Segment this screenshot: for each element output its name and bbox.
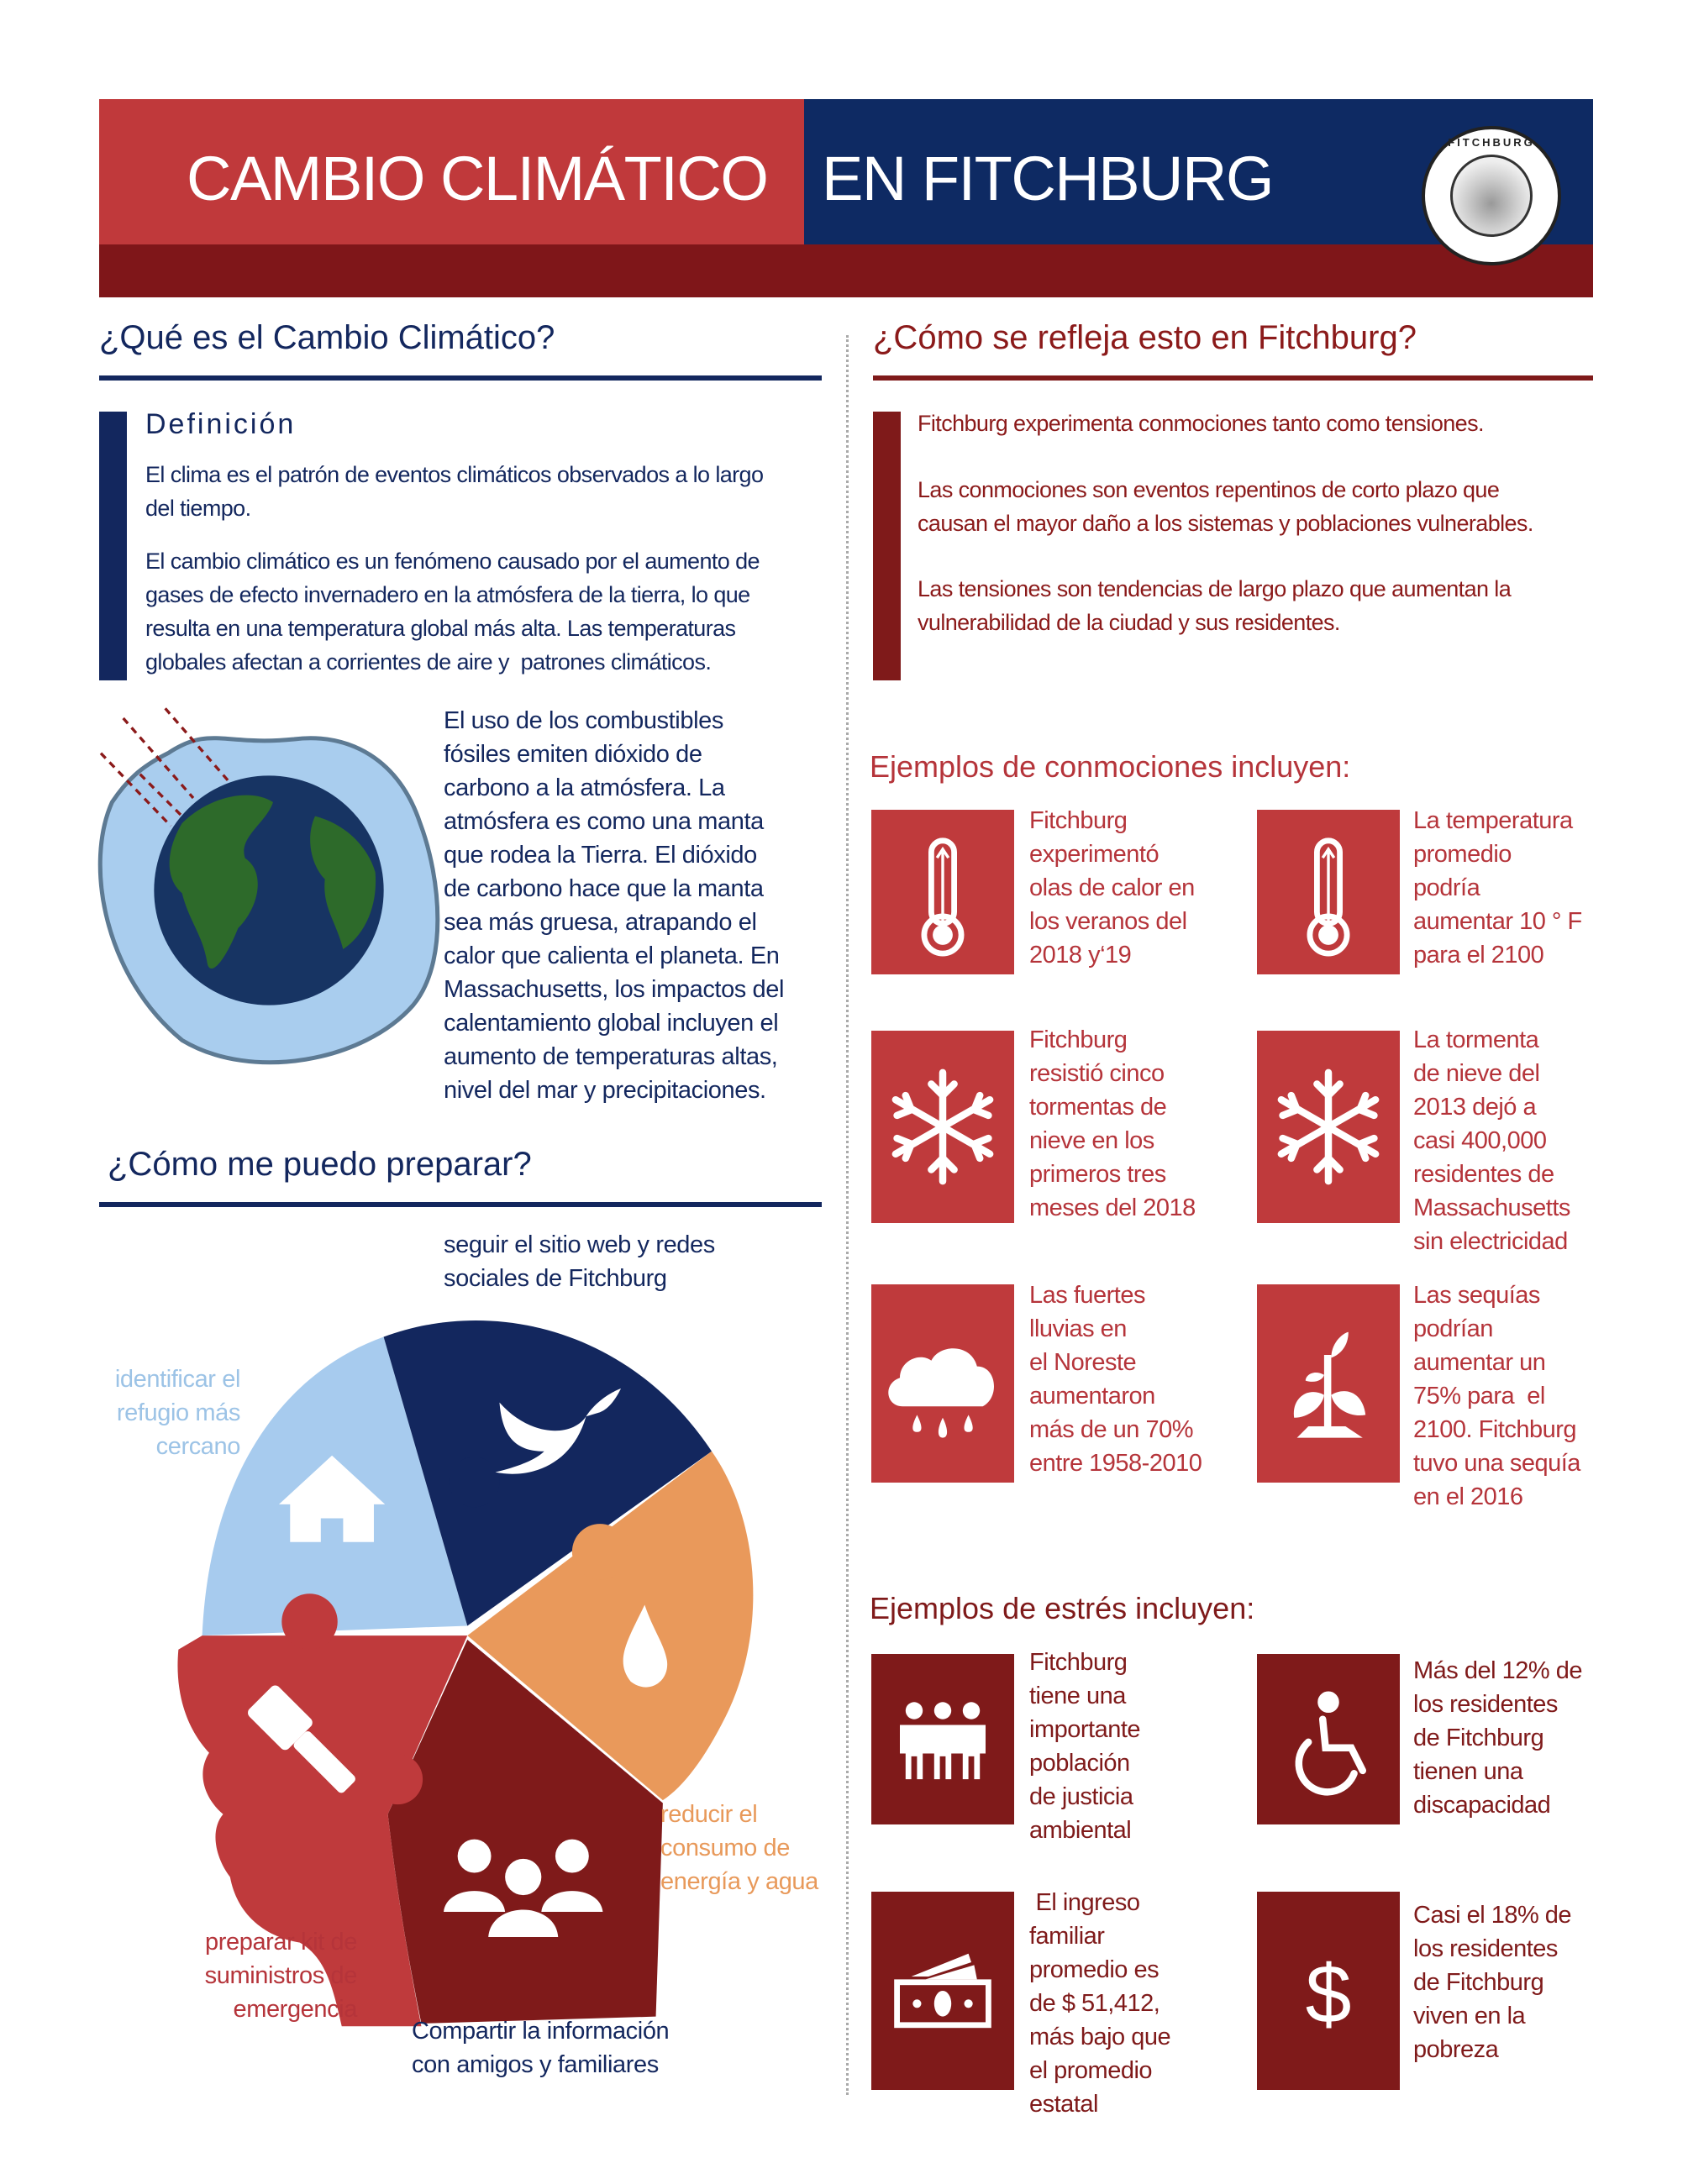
column-divider [846, 335, 849, 2095]
people-icon [871, 1654, 1014, 1824]
definition-paragraph-2: El cambio climático es un fenómeno causado por el aumento de gases de efecto invernadero en la atmósfera de la tierra, lo que resulta en una temperatura global más alta. Las temperaturas globales afectan a corrientes de aire y patrones climáticos. [145, 549, 760, 675]
wheelchair-icon [1257, 1654, 1400, 1824]
fitchburg-p2: Las conmociones son eventos repentinos de corto plazo que causan el mayor daño a los sistemas y poblaciones vulnerables. [918, 477, 1533, 536]
thermometer-icon [1257, 810, 1400, 974]
stress-heading: Ejemplos de estrés incluyen: [870, 1591, 1255, 1625]
stress-environmental-justice-text: Fitchburg tiene una importante población de justicia ambiental [1029, 1649, 1141, 1844]
shocks-heading: Ejemplos de conmociones incluyen: [870, 749, 1351, 784]
shock-blizzard-text: La tormenta de nieve del 2013 dejó a casi 400,000 residentes de Massachusetts sin electricidad [1413, 1026, 1570, 1255]
definition-paragraph-1: El clima es el patrón de eventos climáticos observados a lo largo del tiempo. [145, 462, 764, 521]
dollar-icon [1257, 1892, 1400, 2090]
definition-title: Definición [145, 408, 297, 440]
fitchburg-bar [873, 412, 901, 680]
prepare-rule [99, 1202, 822, 1207]
fitchburg-p1: Fitchburg experimenta conmociones tanto como tensiones. [918, 411, 1484, 436]
globe-explanation: El uso de los combustibles fósiles emiten dióxido de carbono a la atmósfera. La atmósfera es como una manta que rodea la Tierra. El dióxido de carbono hace que la manta sea más gruesa, atrapando el calor que calienta el planeta. En Massachusetts, los impactos del calentamiento global incluyen el aumento de temperaturas altas, nivel del mar y precipitaciones. [444, 707, 785, 1104]
stress-income-text: El ingreso familiar promedio es de $ 51,412, más bajo que el promedio estatal [1029, 1889, 1171, 2118]
label-emergency-kit: preparar kit de suministros de emergencia [204, 1929, 357, 2023]
label-share-info: Compartir la información con amigos y familiares [412, 2018, 670, 2078]
shock-drought-text: Las sequías podrían aumentar un 75% para el 2100. Fitchburg tuvo una sequía en el 2016 [1413, 1282, 1580, 1510]
page-title-part1: CAMBIO CLIMÁTICO [187, 144, 768, 213]
stress-disability-tile [1257, 1654, 1400, 1824]
label-follow-social: seguir el sitio web y redes sociales de Fitchburg [444, 1231, 715, 1292]
page-title-part2: EN FITCHBURG [822, 144, 1273, 213]
shock-heatwave-tile [871, 810, 1014, 974]
what-is-heading: ¿Qué es el Cambio Climático? [99, 319, 555, 356]
fitchburg-rule [873, 375, 1593, 381]
plant-icon [1257, 1284, 1400, 1483]
globe-illustration [92, 697, 445, 1075]
shock-rain-text: Las fuertes lluvias en el Noreste aumentaron más de un 70% entre 1958-2010 [1029, 1282, 1202, 1477]
svg-text:$: $ [1305, 1947, 1352, 2040]
shock-drought-tile [1257, 1284, 1400, 1483]
seal-text: FITCHBURG [1448, 136, 1535, 149]
stress-disability-text: Más del 12% de los residentes de Fitchburg tienen una discapacidad [1413, 1657, 1582, 1819]
snowflake-icon [1257, 1031, 1400, 1223]
thermometer-icon [871, 810, 1014, 974]
definition-bar [99, 412, 127, 680]
shock-snowstorms-tile [871, 1031, 1014, 1223]
stress-environmental-justice-tile [871, 1654, 1014, 1824]
prepare-heading: ¿Cómo me puedo preparar? [108, 1146, 532, 1183]
label-find-shelter: identificar el refugio más cercano [114, 1366, 240, 1460]
stress-poverty-tile [1257, 1892, 1400, 2090]
stress-income-tile [871, 1892, 1014, 2090]
shock-temperature-tile [1257, 810, 1400, 974]
header-band [99, 244, 1593, 297]
rain-cloud-icon [871, 1284, 1014, 1483]
seal-emblem [1450, 155, 1533, 237]
shock-snowstorms-text: Fitchburg resistió cinco tormentas de nieve en los primeros tres meses del 2018 [1029, 1026, 1196, 1221]
city-seal-logo [1422, 126, 1561, 265]
heading-rule [99, 375, 822, 381]
fitchburg-heading: ¿Cómo se refleja esto en Fitchburg? [873, 319, 1417, 356]
shock-blizzard-tile [1257, 1031, 1400, 1223]
fitchburg-p3: Las tensiones son tendencias de largo plazo que aumentan la vulnerabilidad de la ciudad y sus residentes. [918, 576, 1512, 635]
snowflake-icon [871, 1031, 1014, 1223]
shock-rain-tile [871, 1284, 1014, 1483]
label-reduce-energy: reducir el consumo de energía y agua [660, 1801, 818, 1895]
shock-temperature-text: La temperatura promedio podría aumentar 10 ° F para el 2100 [1413, 807, 1582, 969]
shock-heatwave-text: Fitchburg experimentó olas de calor en los veranos del 2018 y‘19 [1029, 807, 1195, 969]
money-icon [871, 1892, 1014, 2090]
stress-poverty-text: Casi el 18% de los residentes de Fitchburg viven en la pobreza [1413, 1902, 1572, 2063]
